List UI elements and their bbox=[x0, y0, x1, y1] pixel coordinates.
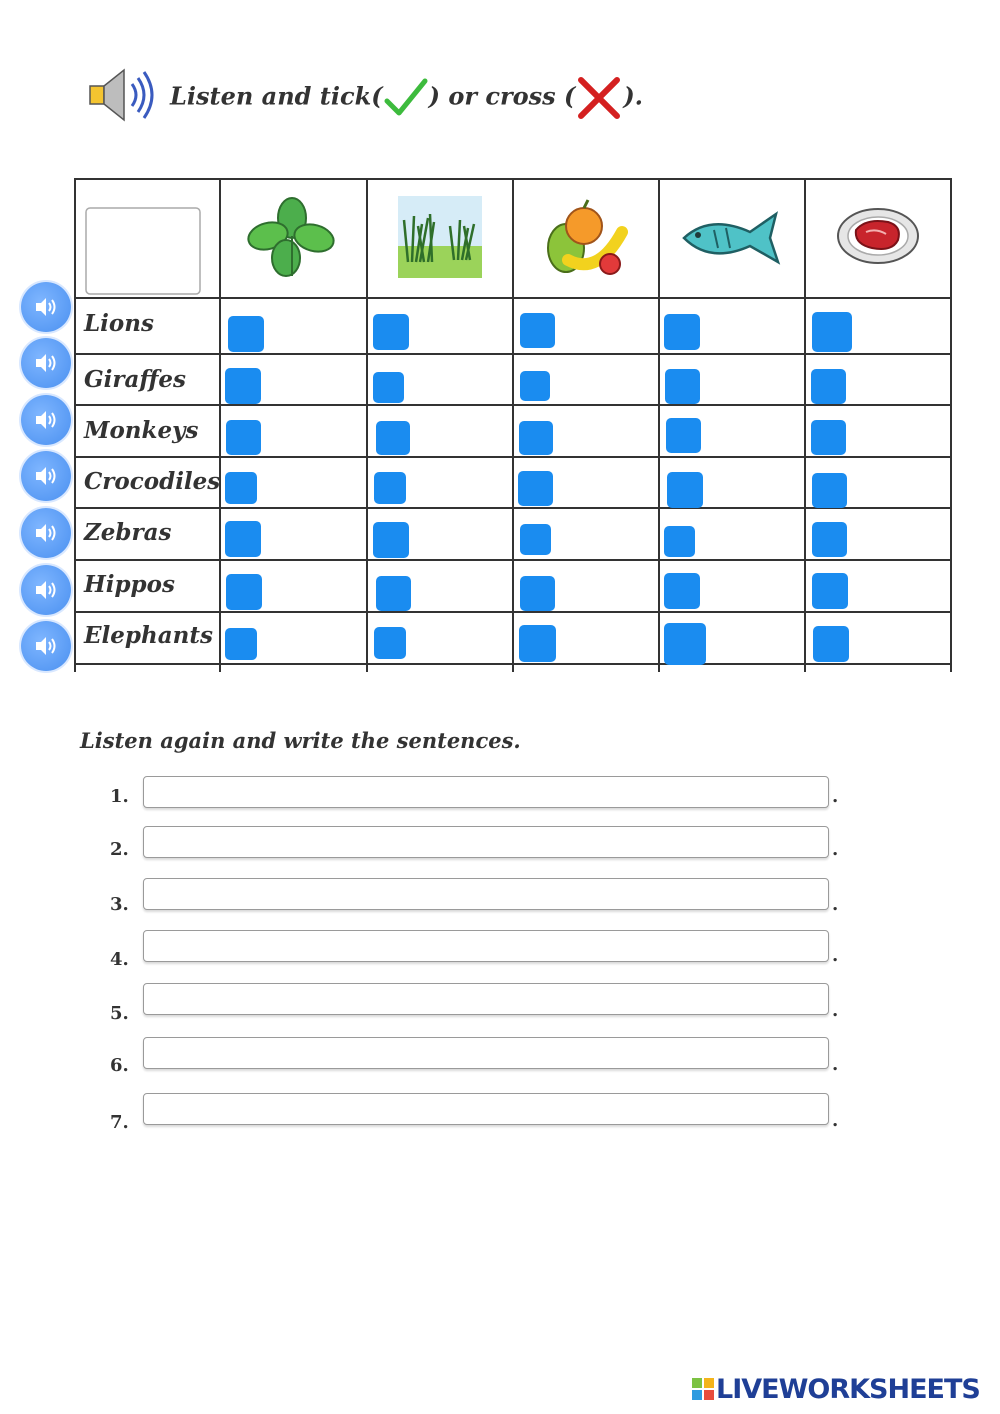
row-label-hippos: Hippos bbox=[84, 571, 175, 598]
checkbox-hippos-mint[interactable] bbox=[226, 574, 262, 610]
checkbox-zebras-grass[interactable] bbox=[373, 522, 409, 558]
checkbox-monkeys-grass[interactable] bbox=[376, 421, 410, 455]
checkbox-zebras-fruit[interactable] bbox=[520, 524, 551, 555]
volume-icon bbox=[34, 521, 58, 545]
audio-button-elephants[interactable] bbox=[21, 621, 71, 671]
fish-icon bbox=[680, 208, 784, 268]
volume-icon bbox=[34, 578, 58, 602]
sentence-number-2: 2. bbox=[110, 839, 129, 860]
sentence-input-7[interactable] bbox=[143, 1093, 829, 1125]
instruction-part1-mid: ) or cross ( bbox=[428, 81, 576, 111]
sentence-number-3: 3. bbox=[110, 894, 129, 915]
instruction-listen-tick-cross bbox=[170, 74, 643, 122]
volume-icon bbox=[34, 464, 58, 488]
checkbox-monkeys-meat[interactable] bbox=[811, 420, 846, 455]
sentence-number-5: 5. bbox=[110, 1003, 129, 1024]
checkbox-crocodiles-grass[interactable] bbox=[374, 472, 406, 504]
checkbox-lions-mint[interactable] bbox=[228, 316, 264, 352]
sentence-input-4[interactable] bbox=[143, 930, 829, 962]
sentence-period-4: . bbox=[832, 945, 839, 966]
sentence-number-6: 6. bbox=[110, 1055, 129, 1076]
grass-icon bbox=[398, 196, 482, 278]
checkbox-giraffes-fruit[interactable] bbox=[520, 371, 550, 401]
checkbox-hippos-meat[interactable] bbox=[812, 573, 848, 609]
checkbox-crocodiles-meat[interactable] bbox=[812, 473, 847, 508]
sentence-input-2[interactable] bbox=[143, 826, 829, 858]
sentence-period-7: . bbox=[832, 1110, 839, 1131]
row-label-giraffes: Giraffes bbox=[84, 366, 187, 393]
liveworksheets-brand-text: LIVEWORKSHEETS bbox=[716, 1374, 980, 1405]
checkbox-zebras-fish[interactable] bbox=[664, 526, 695, 557]
checkbox-crocodiles-fish[interactable] bbox=[667, 472, 703, 508]
sentence-period-2: . bbox=[832, 839, 839, 860]
sentence-input-1[interactable] bbox=[143, 776, 829, 808]
checkbox-elephants-meat[interactable] bbox=[813, 626, 849, 662]
row-label-monkeys: Monkeys bbox=[84, 417, 199, 444]
row-label-lions: Lions bbox=[84, 310, 154, 337]
checkbox-elephants-mint[interactable] bbox=[225, 628, 257, 660]
meat-icon bbox=[836, 206, 920, 266]
row-label-elephants: Elephants bbox=[84, 622, 213, 649]
checkbox-giraffes-mint[interactable] bbox=[225, 368, 261, 404]
checkbox-crocodiles-fruit[interactable] bbox=[518, 471, 553, 506]
checkbox-giraffes-meat[interactable] bbox=[811, 369, 846, 404]
fruit-icon bbox=[544, 196, 628, 278]
sentence-period-3: . bbox=[832, 894, 839, 915]
checkbox-lions-grass[interactable] bbox=[373, 314, 409, 350]
checkbox-monkeys-mint[interactable] bbox=[226, 420, 261, 455]
volume-icon bbox=[34, 634, 58, 658]
checkbox-lions-fruit[interactable] bbox=[520, 313, 555, 348]
checkbox-zebras-meat[interactable] bbox=[812, 522, 847, 557]
audio-button-crocodiles[interactable] bbox=[21, 451, 71, 501]
checkbox-hippos-fruit[interactable] bbox=[520, 576, 555, 611]
checkbox-elephants-fruit[interactable] bbox=[519, 625, 556, 662]
mint-leaves-icon bbox=[246, 196, 338, 278]
sentence-period-5: . bbox=[832, 1000, 839, 1021]
checkbox-giraffes-grass[interactable] bbox=[373, 372, 404, 403]
sentence-period-1: . bbox=[832, 786, 839, 807]
sentence-input-6[interactable] bbox=[143, 1037, 829, 1069]
checkbox-hippos-grass[interactable] bbox=[376, 576, 411, 611]
tick-icon bbox=[383, 75, 429, 121]
checkbox-elephants-grass[interactable] bbox=[374, 627, 406, 659]
checkbox-crocodiles-mint[interactable] bbox=[225, 472, 257, 504]
audio-button-zebras[interactable] bbox=[21, 508, 71, 558]
checkbox-monkeys-fish[interactable] bbox=[666, 418, 701, 453]
checkbox-monkeys-fruit[interactable] bbox=[519, 421, 553, 455]
sentence-number-1: 1. bbox=[110, 786, 129, 807]
sentence-number-4: 4. bbox=[110, 949, 129, 970]
cross-icon bbox=[575, 74, 623, 122]
checkbox-elephants-fish[interactable] bbox=[664, 623, 706, 665]
audio-button-giraffes[interactable] bbox=[21, 338, 71, 388]
audio-button-hippos[interactable] bbox=[21, 565, 71, 615]
volume-icon bbox=[34, 295, 58, 319]
instruction-part1-end: ). bbox=[623, 81, 644, 111]
sentence-input-3[interactable] bbox=[143, 878, 829, 910]
audio-button-monkeys[interactable] bbox=[21, 395, 71, 445]
sentence-input-5[interactable] bbox=[143, 983, 829, 1015]
row-label-zebras: Zebras bbox=[84, 519, 172, 546]
checkbox-hippos-fish[interactable] bbox=[664, 573, 700, 609]
speaker-icon[interactable] bbox=[86, 64, 158, 126]
checkbox-zebras-mint[interactable] bbox=[225, 521, 261, 557]
liveworksheets-mark-icon bbox=[692, 1378, 714, 1400]
sentence-period-6: . bbox=[832, 1054, 839, 1075]
audio-button-lions[interactable] bbox=[21, 282, 71, 332]
sentence-number-7: 7. bbox=[110, 1112, 129, 1133]
volume-icon bbox=[34, 351, 58, 375]
checkbox-giraffes-fish[interactable] bbox=[665, 369, 700, 404]
row-label-crocodiles: Crocodiles bbox=[84, 468, 221, 495]
volume-icon bbox=[34, 408, 58, 432]
checkbox-lions-fish[interactable] bbox=[664, 314, 700, 350]
instruction-listen-again: Listen again and write the sentences. bbox=[80, 728, 521, 753]
checkbox-lions-meat[interactable] bbox=[812, 312, 852, 352]
instruction-part1-start: Listen and tick( bbox=[170, 81, 383, 111]
